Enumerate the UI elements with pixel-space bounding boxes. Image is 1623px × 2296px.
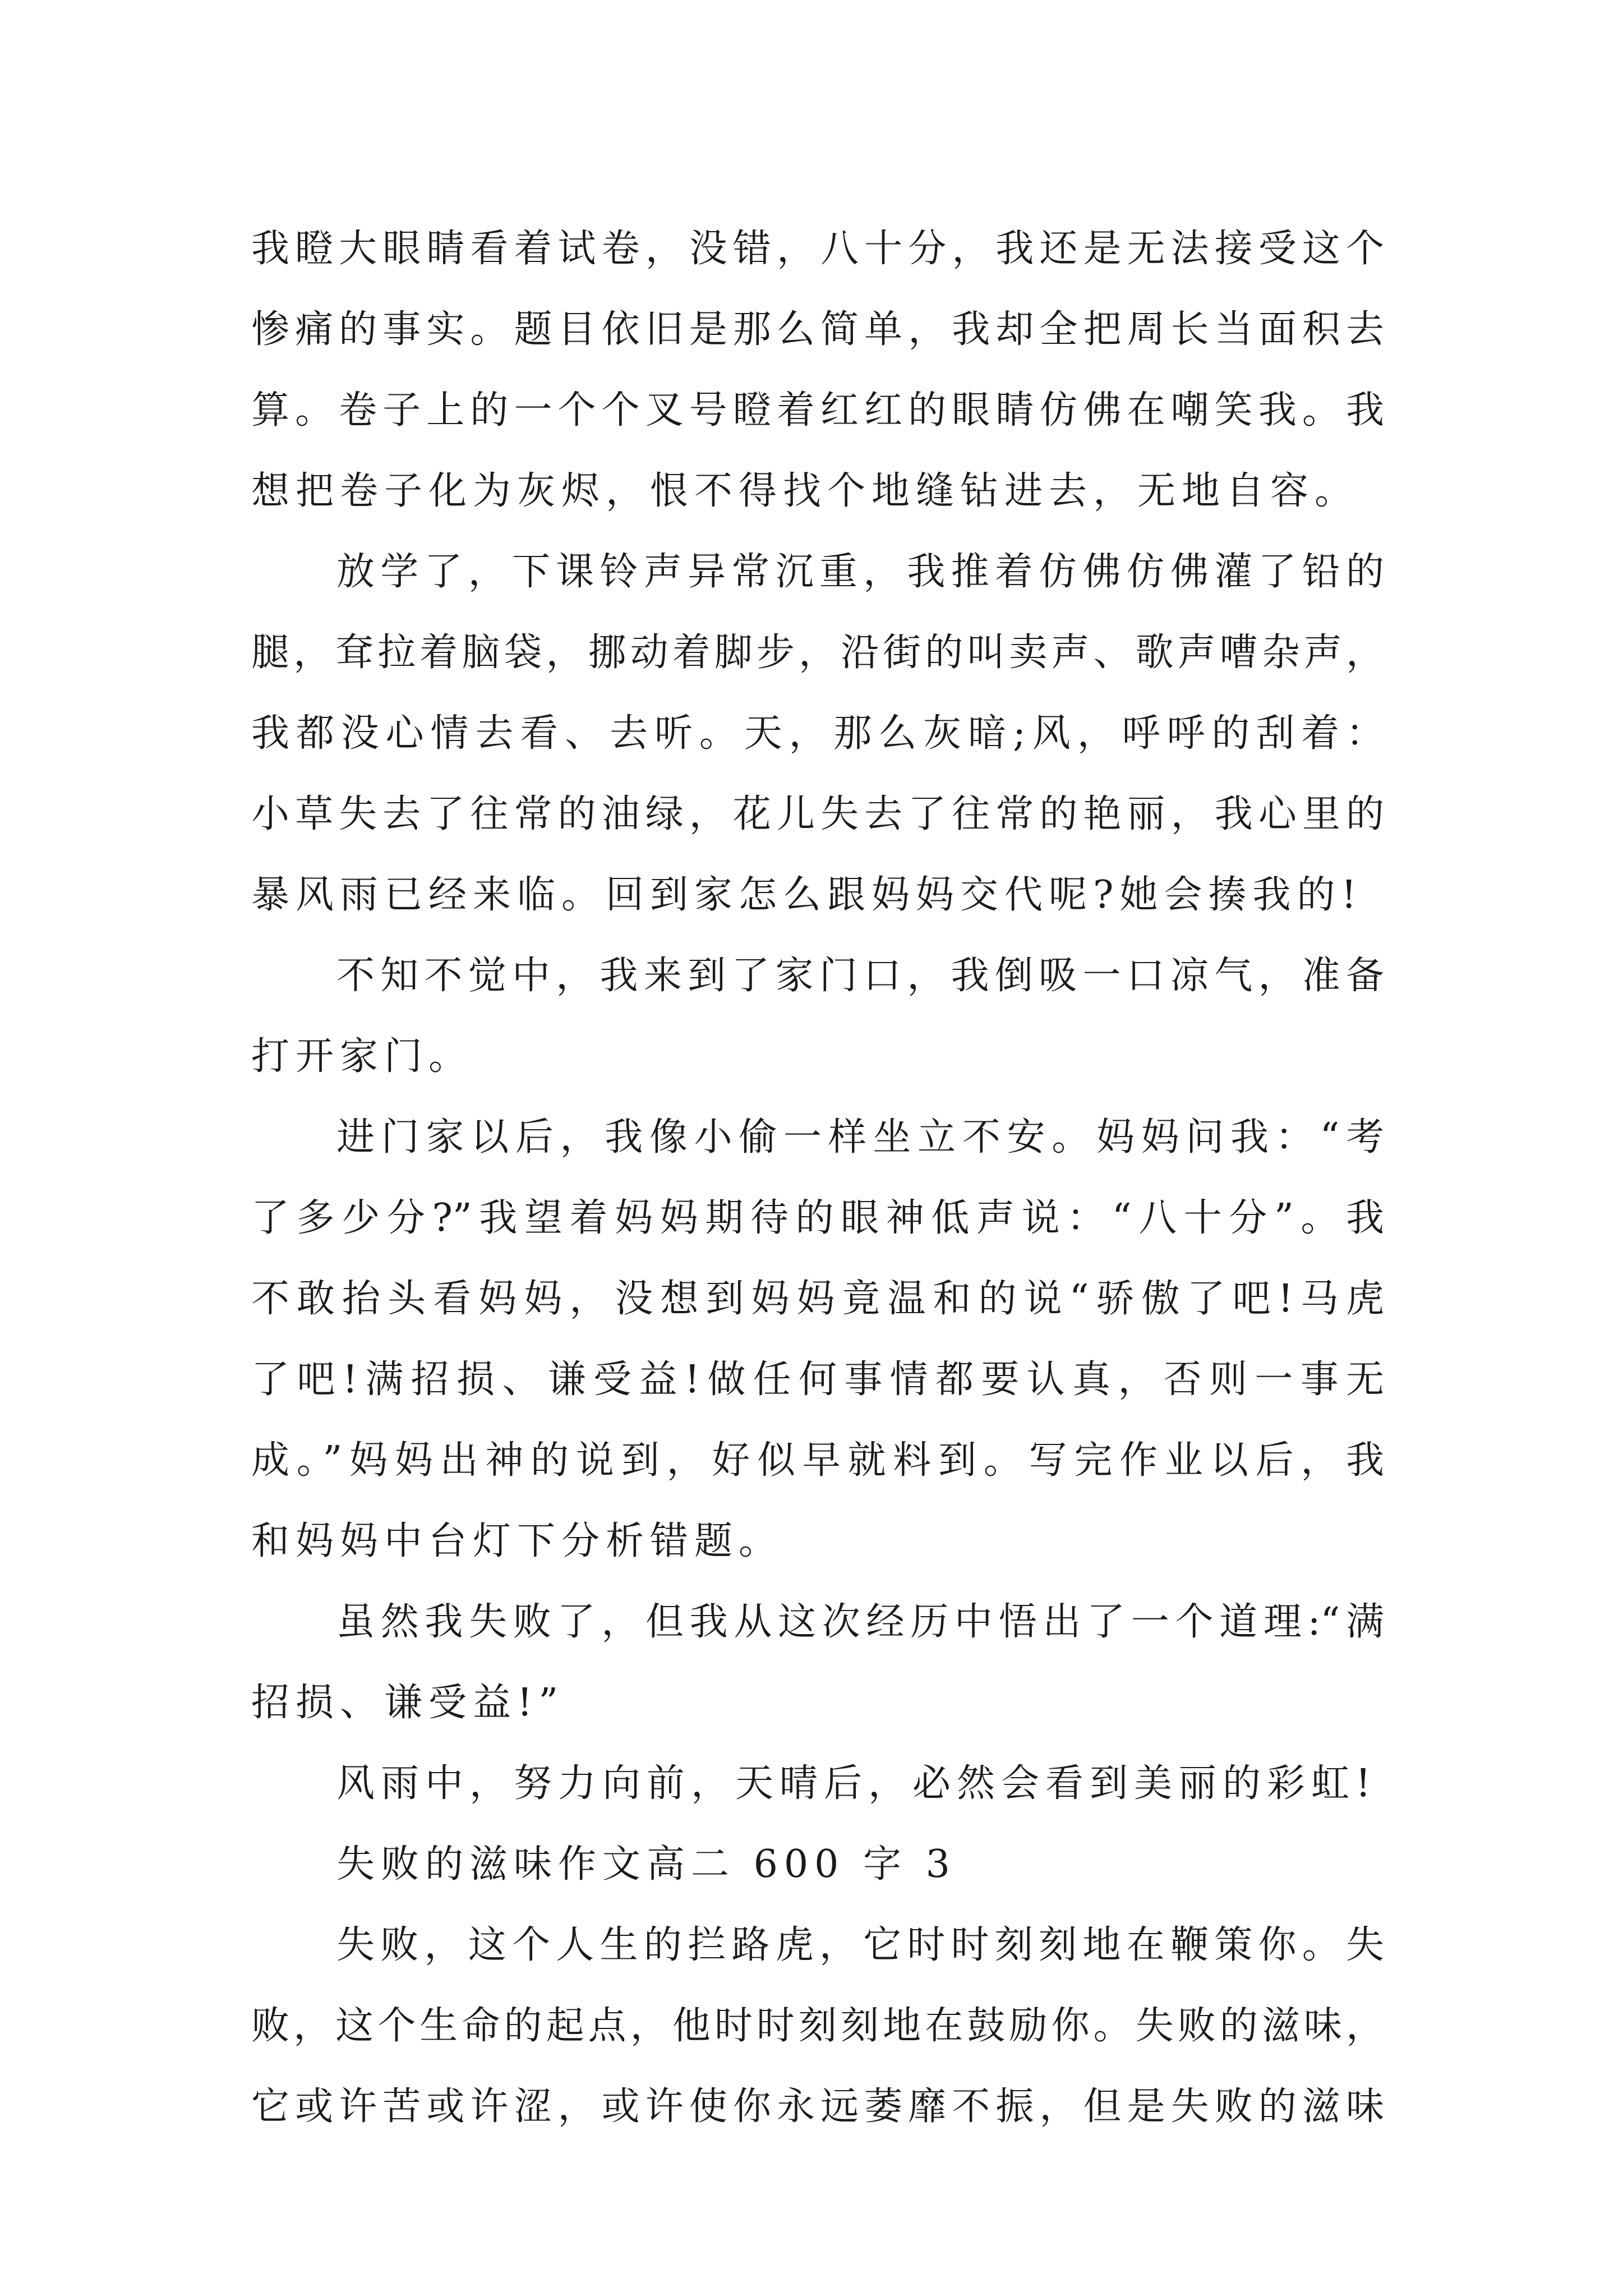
text-line: 算。卷子上的一个个叉号瞪着红红的眼睛仿佛在嘲笑我。我 <box>251 388 1384 432</box>
text-line: 我都没心情去看、去听。天，那么灰暗;风，呼呼的刮着： <box>251 711 1384 756</box>
paragraph-start-line: 进门家以后，我像小偷一样坐立不安。妈妈问我：“考 <box>336 1115 1384 1159</box>
text-line: 成。”妈妈出神的说到，好似早就料到。写完作业以后，我 <box>251 1438 1384 1483</box>
text-line: 暴风雨已经来临。回到家怎么跟妈妈交代呢?她会揍我的! <box>251 873 1363 917</box>
text-line: 不敢抬头看妈妈，没想到妈妈竟温和的说“骄傲了吧!马虎 <box>251 1277 1384 1321</box>
text-line: 我瞪大眼睛看着试卷，没错，八十分，我还是无法接受这个 <box>251 227 1384 271</box>
text-line: 打开家门。 <box>251 1034 473 1079</box>
paragraph-start-line: 不知不觉中，我来到了家门口，我倒吸一口凉气，准备 <box>336 954 1384 998</box>
section-heading: 失败的滋味作文高二 600 字 3 <box>336 1842 956 1887</box>
text-line: 招损、谦受益!” <box>251 1681 565 1725</box>
text-line: 想把卷子化为灰烬，恨不得找个地缝钻进去，无地自容。 <box>251 469 1359 513</box>
text-line: 它或许苦或许涩，或许使你永远萎靡不振，但是失败的滋味 <box>251 2085 1384 2129</box>
paragraph-start-line: 放学了，下课铃声异常沉重，我推着仿佛仿佛灌了铅的 <box>336 550 1384 594</box>
text-line: 小草失去了往常的油绿，花儿失去了往常的艳丽，我心里的 <box>251 792 1384 836</box>
paragraph-start-line: 失败，这个人生的拦路虎，它时时刻刻地在鞭策你。失 <box>336 1923 1384 1967</box>
text-line: 了吧!满招损、谦受益!做任何事情都要认真，否则一事无 <box>251 1358 1384 1402</box>
text-line: 腿，耷拉着脑袋，挪动着脚步，沿街的叫卖声、歌声嘈杂声， <box>251 631 1384 675</box>
text-line: 和妈妈中台灯下分析错题。 <box>251 1519 783 1563</box>
text-line: 惨痛的事实。题目依旧是那么简单，我却全把周长当面积去 <box>251 307 1384 352</box>
text-line: 败，这个生命的起点，他时时刻刻地在鼓励你。失败的滋味， <box>251 2004 1384 2048</box>
paragraph-start-line: 风雨中，努力向前，天晴后，必然会看到美丽的彩虹! <box>336 1761 1377 1806</box>
text-line: 了多少分?”我望着妈妈期待的眼神低声说：“八十分”。我 <box>251 1196 1384 1240</box>
document-body <box>251 209 1384 2147</box>
paragraph-start-line: 虽然我失败了，但我从这次经历中悟出了一个道理:“满 <box>336 1600 1384 1644</box>
